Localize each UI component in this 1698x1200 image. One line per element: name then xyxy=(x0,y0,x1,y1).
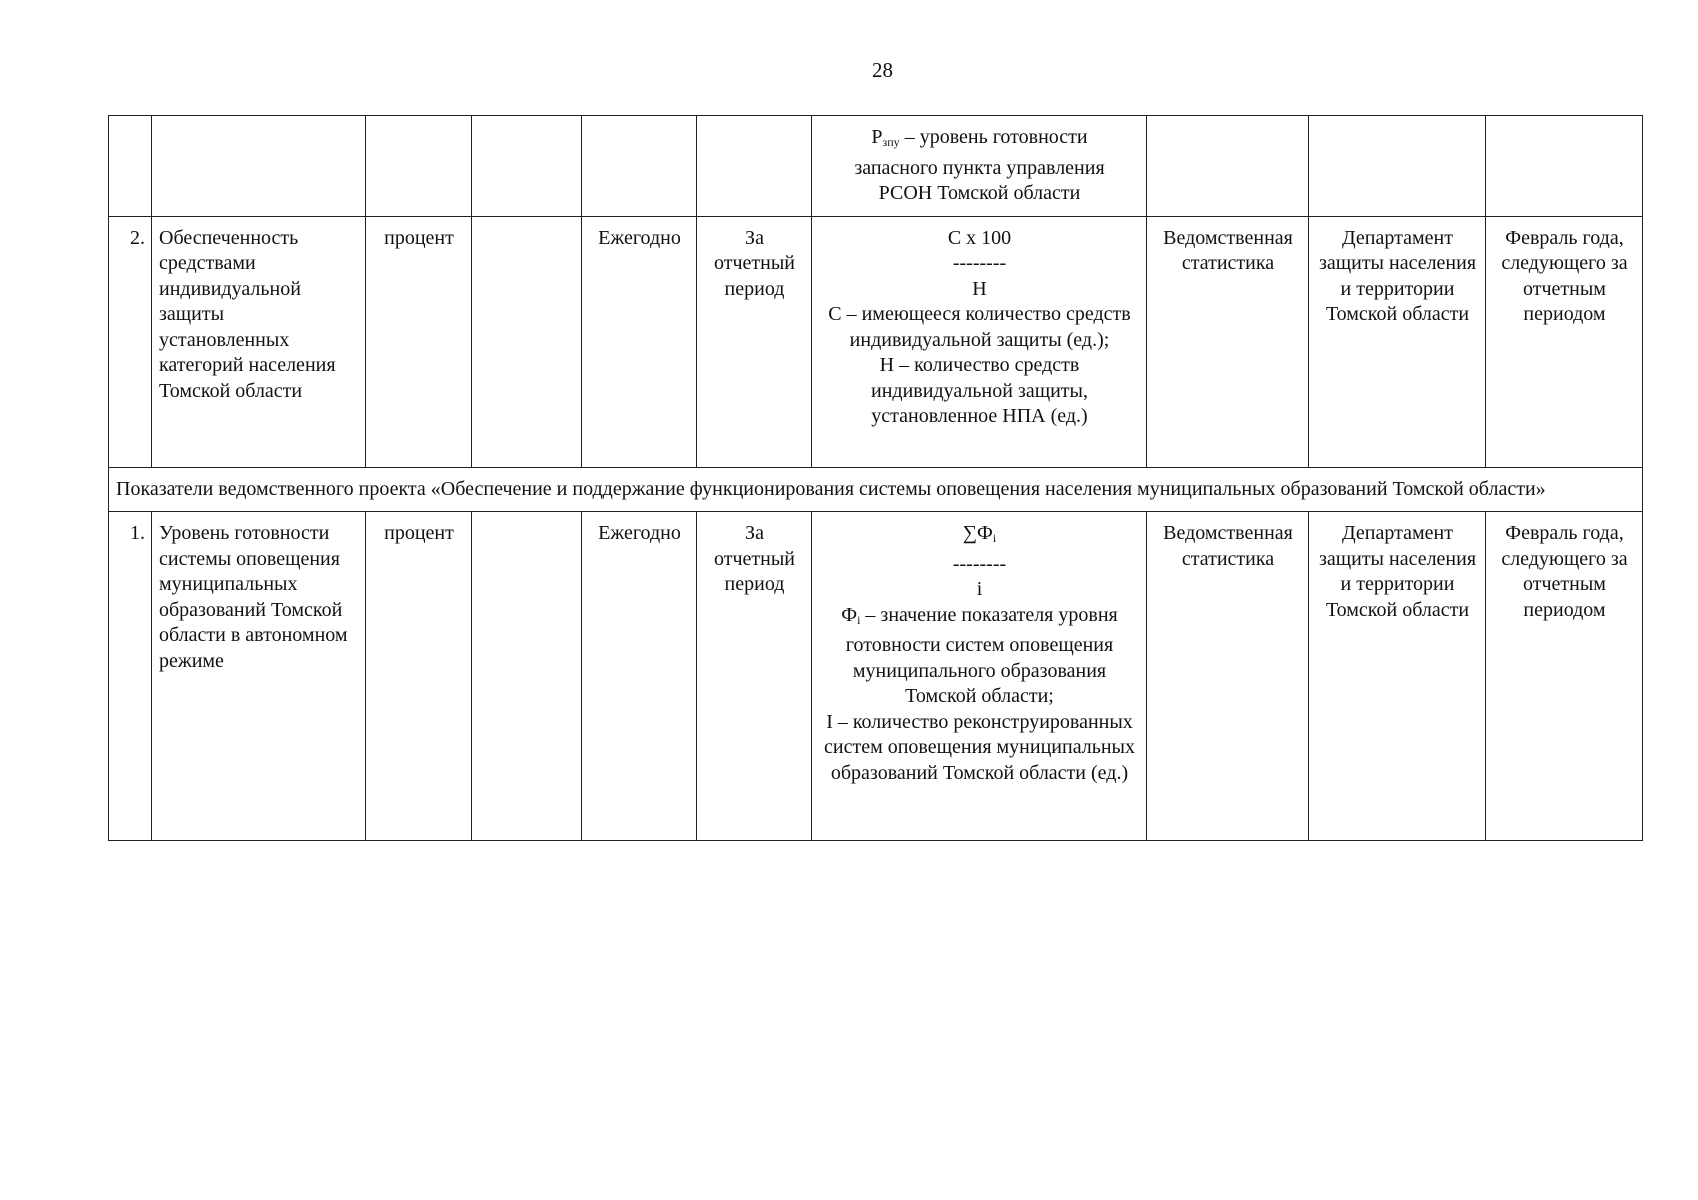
cell-num xyxy=(109,116,152,217)
table-row-section-header xyxy=(109,467,1643,512)
cell-deadline: Февраль года, следующего за отчетным периодом xyxy=(1486,216,1643,467)
formula-line: i xyxy=(976,578,983,600)
formula-line: С х 100 xyxy=(947,226,1012,249)
cell-blank xyxy=(472,116,582,217)
cell-frequency xyxy=(582,116,697,217)
cell-formula xyxy=(812,216,1147,467)
cell-responsible xyxy=(1309,116,1486,217)
table-row-indicator-2 xyxy=(109,216,1643,467)
formula-line: РСОН Томской области xyxy=(878,182,1081,204)
table-row-indicator-1 xyxy=(109,512,1643,841)
section-header: Показатели ведомственного проекта «Обеспечение и поддержание функционирования системы оповещения населения муниципальных образований Томской области» xyxy=(109,467,1643,512)
cell-frequency: Ежегодно xyxy=(582,216,697,467)
formula-line: $Ф_i$ – значение показателя уровня готовности систем оповещения муниципального образования Томской области; xyxy=(841,603,1118,707)
cell-responsible: Департамент защиты населения и территории Томской области xyxy=(1309,512,1486,841)
page-number: 28 xyxy=(872,58,893,82)
cell-responsible: Департамент защиты населения и территории Томской области xyxy=(1309,216,1486,467)
cell-blank xyxy=(472,512,582,841)
formula-line: I – количество реконструированных систем оповещения муниципальных образований Томской области (ед.) xyxy=(824,710,1135,784)
cell-name: Уровень готовности системы оповещения муниципальных образований Томской области в автономном режиме xyxy=(152,512,366,841)
cell-unit: процент xyxy=(366,216,472,467)
formula-line: -------- xyxy=(952,552,1007,575)
cell-num: 1. xyxy=(109,512,152,841)
formula-line: $Р_{зпу}$ – уровень готовности xyxy=(871,126,1088,149)
cell-period: За отчетный период xyxy=(697,512,812,841)
cell-deadline: Февраль года, следующего за отчетным периодом xyxy=(1486,512,1643,841)
formula-line: Н xyxy=(972,277,987,300)
cell-period: За отчетный период xyxy=(697,216,812,467)
cell-num: 2. xyxy=(109,216,152,467)
cell-period xyxy=(697,116,812,217)
cell-unit xyxy=(366,116,472,217)
cell-source: Ведомственная статистика xyxy=(1147,512,1309,841)
table-row-continuation xyxy=(109,116,1643,217)
cell-source: Ведомственная статистика xyxy=(1147,216,1309,467)
cell-name xyxy=(152,116,366,217)
formula-line: $\sum Ф_i$ xyxy=(962,522,997,545)
indicators-table xyxy=(108,115,1643,841)
cell-unit: процент xyxy=(366,512,472,841)
cell-frequency: Ежегодно xyxy=(582,512,697,841)
formula-line: -------- xyxy=(952,252,1007,274)
cell-deadline xyxy=(1486,116,1643,217)
formula-line: Н – количество средств индивидуальной защиты, установленное НПА (ед.) xyxy=(871,354,1088,427)
formula-line: запасного пункта управления xyxy=(854,156,1105,179)
cell-name: Обеспеченность средствами индивидуальной защиты установленных категорий населения Томской области xyxy=(152,216,366,467)
cell-blank xyxy=(472,216,582,467)
cell-source xyxy=(1147,116,1309,217)
cell-formula xyxy=(812,512,1147,841)
formula-line: С – имеющееся количество средств индивидуальной защиты (ед.); xyxy=(828,303,1131,351)
cell-formula xyxy=(812,116,1147,217)
